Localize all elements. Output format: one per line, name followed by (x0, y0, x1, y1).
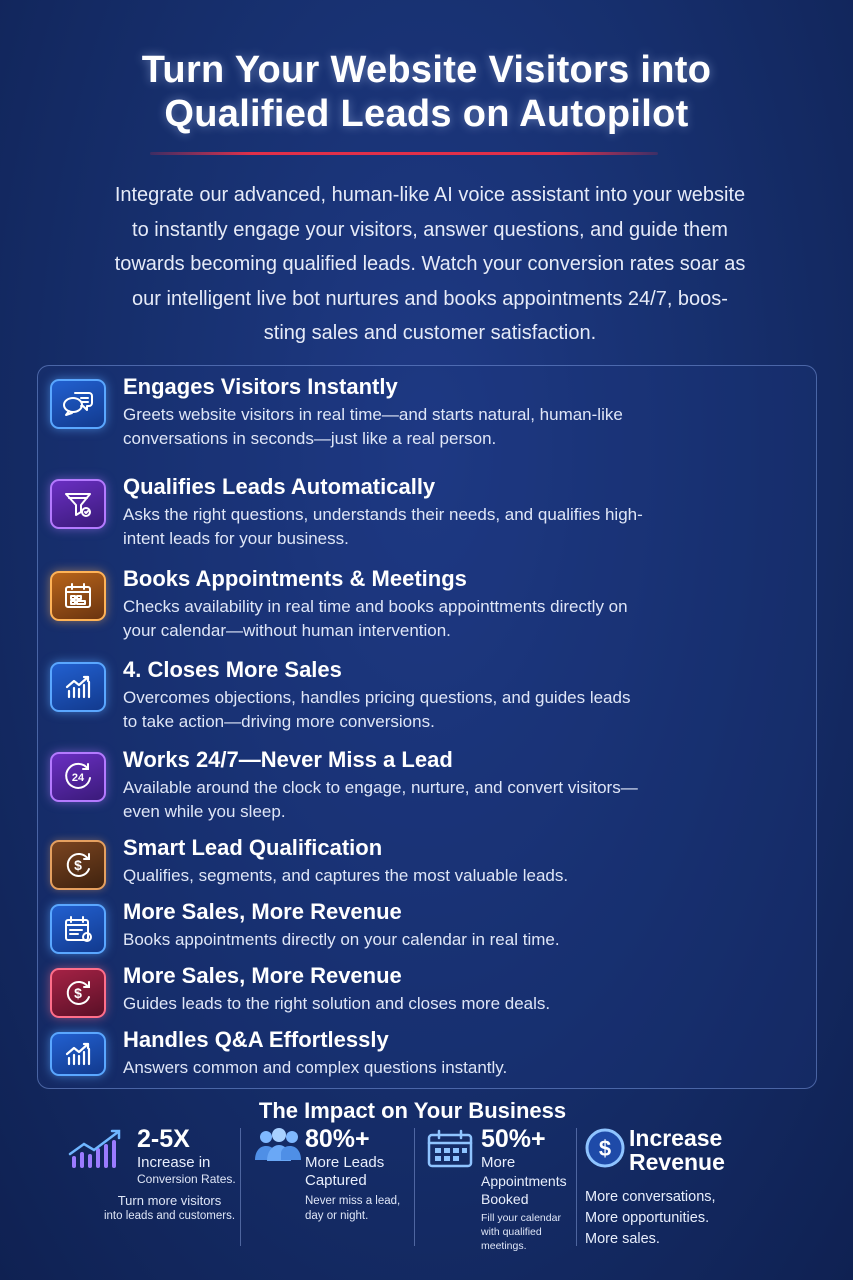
stat-label: More (481, 1154, 516, 1171)
feature-description-line: even while you sleep. (123, 802, 286, 821)
feature-description (123, 928, 763, 952)
feature-description-line: Checks availability in real time and books appointtments directly on (123, 597, 628, 616)
stat-divider (240, 1128, 241, 1246)
page-title (0, 48, 853, 136)
stat-note-line: Fill your calendar (481, 1212, 561, 1224)
stat-label: Increase in (137, 1154, 211, 1171)
dollar-cycle-icon (50, 840, 106, 890)
feature-description (123, 503, 763, 551)
title-underline (150, 152, 658, 155)
intro-line: to instantly engage your visitors, answer questions, and guide them (132, 218, 728, 241)
feature-description-line: conversations in seconds—just like a real person. (123, 429, 497, 448)
feature-description-line: Answers common and complex questions instantly. (123, 1058, 508, 1077)
bar-chart-icon (50, 1032, 106, 1076)
stat-label: Appointments (481, 1173, 567, 1189)
intro-line: towards becoming qualified leads. Watch your conversion rates soar as (114, 253, 746, 275)
calendar-check-icon (50, 904, 106, 954)
impact-title: The Impact on Your Business (258, 1098, 567, 1123)
feature-title: Works 24/7—Never Miss a Lead (123, 747, 453, 772)
feature-description-line: to take action—driving more conversions. (123, 712, 435, 731)
title-line-2: Qualified Leads on Autopilot (164, 93, 689, 135)
feature-description (123, 776, 763, 824)
feature-description-line: Available around the clock to engage, nurture, and convert visitors— (123, 778, 638, 797)
calendar-icon (426, 1128, 474, 1173)
stat-revenue (629, 1126, 725, 1174)
stat-leads (305, 1125, 400, 1224)
feature-description-line: Asks the right questions, understands their needs, and qualifies high- (123, 505, 643, 524)
feature-title: Smart Lead Qualification (123, 835, 383, 860)
stat-conversion (137, 1125, 236, 1187)
feature-description (123, 686, 763, 734)
feature-description-line: Books appointments directly on your calendar in real time. (123, 930, 560, 949)
stat-value: 50%+ (481, 1125, 546, 1153)
feature-description (123, 1056, 763, 1080)
stat-value: Increase (629, 1125, 723, 1151)
stat-sublabel: Conversion Rates. (137, 1172, 236, 1186)
feature-description-line: Qualifies, segments, and captures the most valuable leads. (123, 866, 569, 885)
feature-description-line: Greets website visitors in real time—and starts natural, human-like (123, 405, 623, 424)
feature-description (123, 864, 763, 888)
stat-note-line: Never miss a lead, (305, 1195, 401, 1207)
svg-text:$: $ (74, 985, 82, 1001)
bar-chart-icon (50, 662, 106, 712)
feature-description-line: your calendar—without human intervention. (123, 621, 451, 640)
stat-label: Captured (305, 1172, 367, 1189)
stat-divider (576, 1128, 577, 1246)
stat-note-line: day or night. (305, 1210, 369, 1222)
stat-note-line: More conversations, (585, 1189, 716, 1205)
stat-label: Booked (481, 1191, 529, 1207)
svg-text:$: $ (598, 1136, 612, 1161)
intro-line: Integrate our advanced, human-like AI voice assistant into your website (114, 184, 746, 206)
dollar-cycle-icon (50, 968, 106, 1018)
feature-description-line: Guides leads to the right solution and closes more deals. (123, 994, 551, 1013)
dollar-circle-icon (584, 1127, 626, 1174)
calendar-icon (50, 571, 106, 621)
stat-value: 80%+ (305, 1125, 370, 1153)
stat-note-line: More sales. (585, 1231, 660, 1247)
people-icon (252, 1128, 304, 1169)
stat-divider (414, 1128, 415, 1246)
stat-note-line: More opportunities. (585, 1210, 710, 1226)
stat-conversion-note (92, 1192, 247, 1224)
stat-label: More Leads (305, 1154, 385, 1171)
intro-line: our intelligent live bot nurtures and books appointments 24/7, boos- (132, 287, 728, 310)
chat-bubbles-icon (50, 379, 106, 429)
stat-note-line: into leads and customers. (103, 1210, 236, 1222)
feature-title: Handles Q&A Effortlessly (123, 1027, 389, 1052)
feature-title: Books Appointments & Meetings (123, 566, 467, 591)
stat-value: 2-5X (137, 1125, 190, 1153)
svg-text:24: 24 (71, 772, 85, 784)
stat-note-line: meetings. (481, 1240, 527, 1252)
stat-note-line: with qualified (481, 1226, 542, 1238)
feature-description-line: intent leads for your business. (123, 529, 349, 548)
funnel-icon (50, 479, 106, 529)
feature-title: Engages Visitors Instantly (123, 374, 398, 399)
svg-text:$: $ (74, 857, 82, 873)
intro-paragraph (60, 178, 800, 351)
feature-description (123, 992, 763, 1016)
stat-value: Revenue (629, 1149, 725, 1175)
feature-title: More Sales, More Revenue (123, 963, 402, 988)
stat-note-line: Turn more visitors (117, 1193, 222, 1208)
growth-chart-icon (66, 1126, 128, 1173)
intro-line: sting sales and customer satisfaction. (263, 322, 597, 344)
stat-appointments (481, 1125, 567, 1253)
title-line-1: Turn Your Website Visitors into (141, 49, 712, 91)
feature-description (123, 595, 763, 643)
feature-title: 4. Closes More Sales (123, 657, 342, 682)
stat-revenue-note (585, 1187, 716, 1250)
feature-title: Qualifies Leads Automatically (123, 474, 436, 499)
feature-title: More Sales, More Revenue (123, 899, 402, 924)
feature-description-line: Overcomes objections, handles pricing questions, and guides leads (123, 688, 631, 707)
clock-24-icon (50, 752, 106, 802)
feature-description (123, 403, 763, 451)
